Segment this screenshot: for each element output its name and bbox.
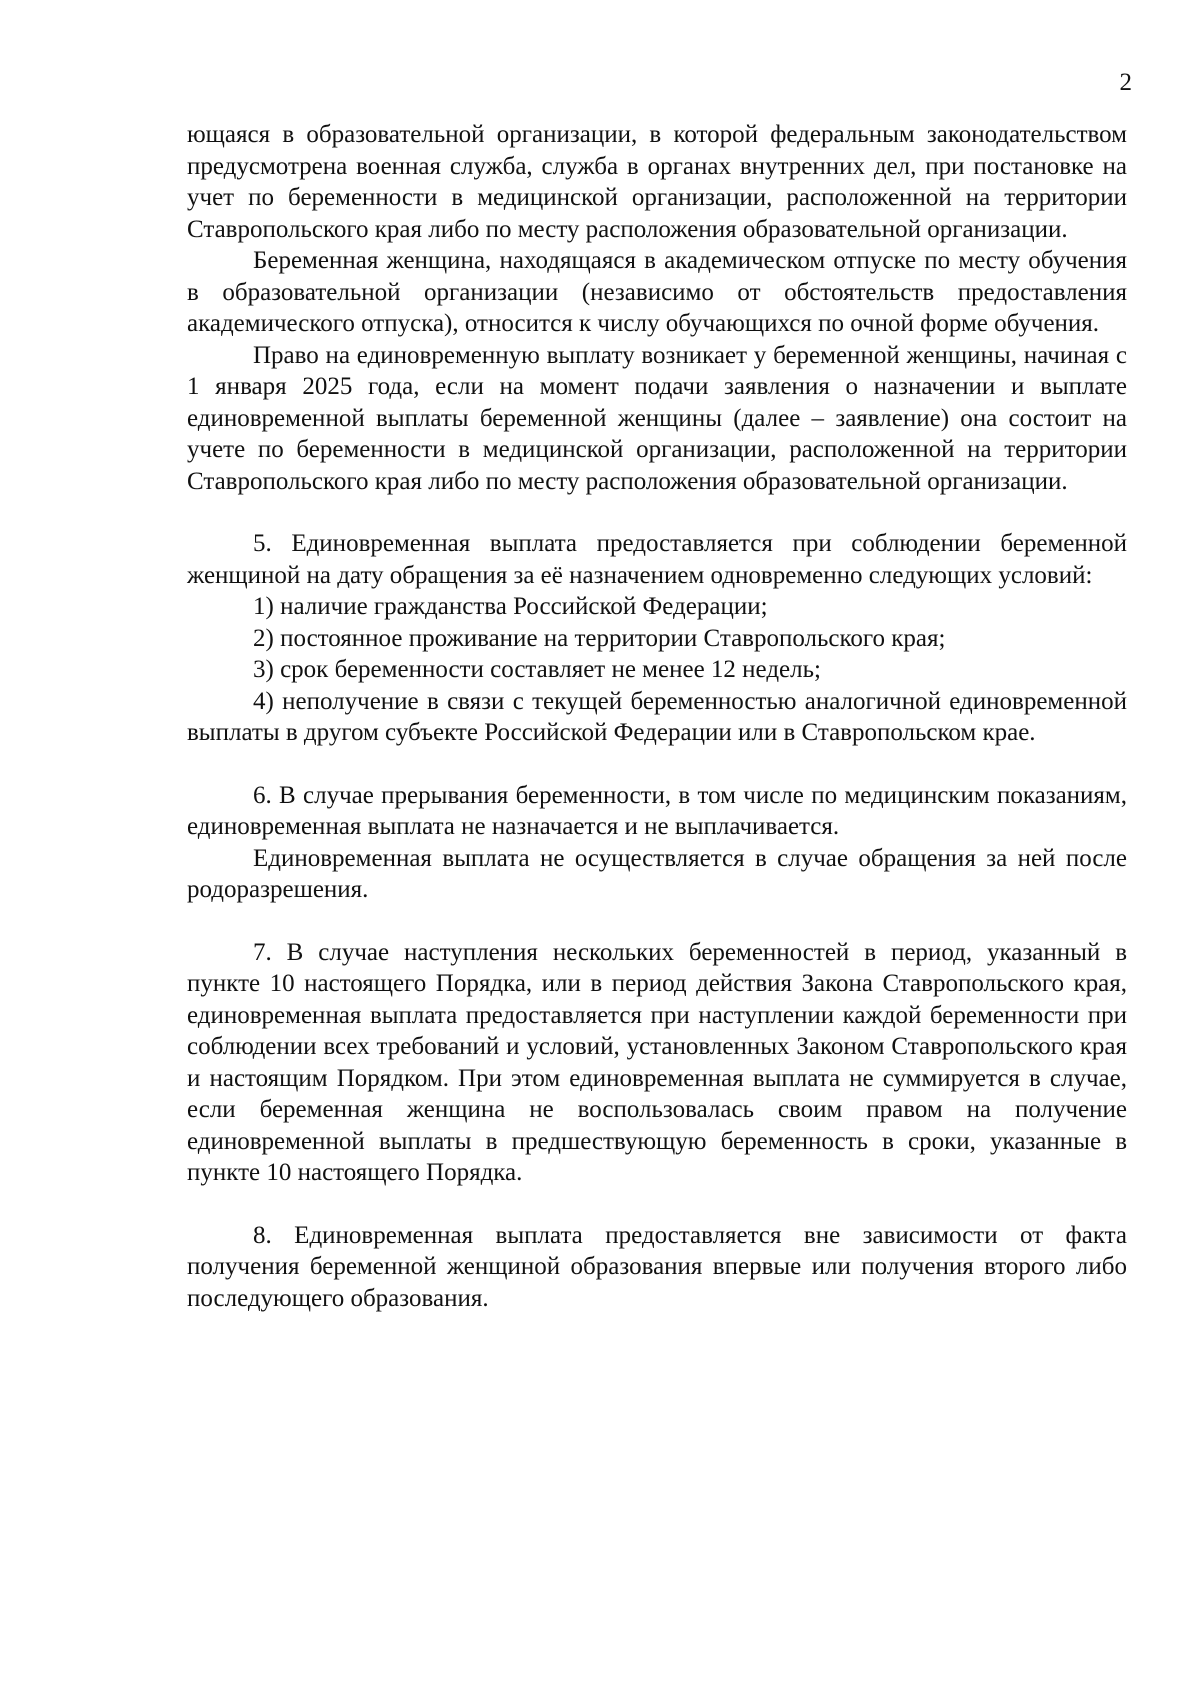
clause-8: 8. Единовременная выплата предоставляется вне зависимости от факта получения беременной женщиной образования впервые или получения второго либо последующего образования.	[187, 1221, 1127, 1312]
paragraph-continuation: ющаяся в образовательной организации, в которой федеральным законодательством предусмотрена военная служба, служба в органах внутренних дел, при постановке на учет по беременности в медицинской организации, расположенной на территории Ставропольского края либо по месту расположения образовательной организации.	[187, 121, 1127, 243]
clause-5: 5. Единовременная выплата предоставляется при соблюдении беременной женщиной на дату обращения за её назначением одновременно следующих условий:	[187, 530, 1127, 589]
paragraph-right-to-payment: Право на единовременную выплату возникает у беременной женщины, начиная с 1 января 2025 года, если на момент подачи заявления о назначении и выплате единовременной выплаты беременной женщины (далее – заявление) она состоит на учете по беременности в медицинской организации, расположенной на территории Ставропольского края либо по месту расположения образовательной организации.	[187, 341, 1127, 495]
page-number: 2	[1119, 69, 1132, 96]
clause-5-item-2: 2) постоянное проживание на территории Ставропольского края;	[253, 624, 946, 652]
paragraph-academic-leave: Беременная женщина, находящаяся в академическом отпуске по месту обучения в образовательной организации (независимо от обстоятельств предоставления академического отпуска), относится к числу обучающихся по очной форме обучения.	[187, 247, 1127, 337]
clause-5-item-3: 3) срок беременности составляет не менее 12 недель;	[253, 656, 821, 683]
clause-6-paragraph-2: Единовременная выплата не осуществляется в случае обращения за ней после родоразрешения.	[187, 844, 1127, 903]
clause-7: 7. В случае наступления нескольких беременностей в период, указанный в пункте 10 настоящего Порядка, или в период действия Закона Ставропольского края, единовременная выплата предоставляется при наступлении каждой беременности при соблюдении всех требований и условий, установленных Законом Ставропольского края и настоящим Порядком. При этом единовременная выплата не суммируется в случае, если беременная женщина не воспользовалась своим правом на получение единовременной выплаты в предшествующую беременность в сроки, указанные в пункте 10 настоящего Порядка.	[187, 938, 1127, 1186]
document-body	[187, 119, 1127, 1314]
clause-6: 6. В случае прерывания беременности, в том числе по медицинским показаниям, единовременная выплата не назначается и не выплачивается.	[187, 781, 1127, 840]
clause-5-item-4: 4) неполучение в связи с текущей беременностью аналогичной единовременной выплаты в другом субъекте Российской Федерации или в Ставропольском крае.	[187, 687, 1127, 746]
clause-5-item-1: 1) наличие гражданства Российской Федерации;	[253, 593, 768, 620]
